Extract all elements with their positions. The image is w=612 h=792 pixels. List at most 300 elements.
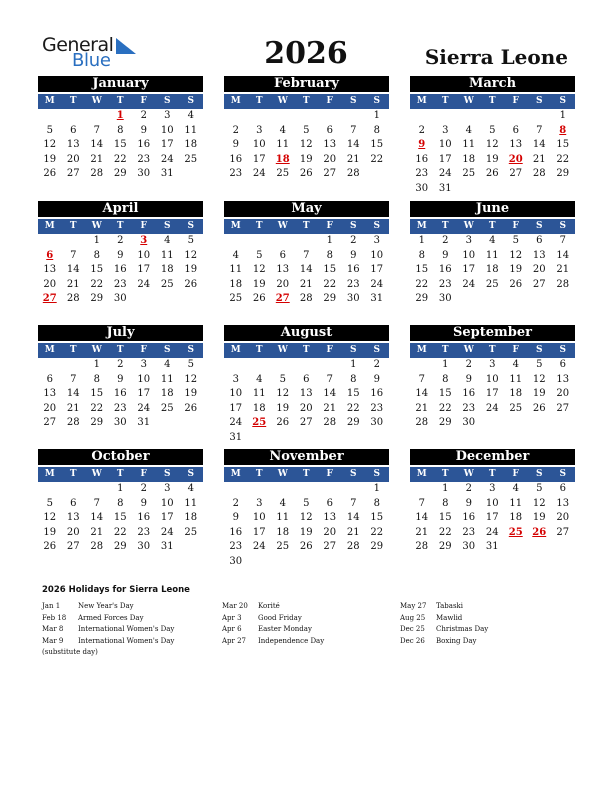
day-cell: 13 [532,249,546,261]
week-row [410,511,575,526]
month-title: August [224,325,389,341]
month-title: April [38,201,203,217]
day-cell: 11 [252,388,266,400]
month-january [38,76,203,182]
day-cell: 8 [350,373,357,385]
day-cell: 3 [140,359,147,370]
holiday-date: Apr 6 [222,625,242,633]
day-cell: 11 [184,124,198,136]
empty-day-cell [271,431,295,446]
weekday-label: W [91,469,102,479]
day-cell: 4 [256,373,263,385]
day-cell: 13 [299,388,313,400]
day-cell: 8 [326,249,333,261]
day-cell: 29 [113,168,127,180]
day-cell: 3 [164,110,171,121]
day-cell: 25 [160,402,174,414]
week-row [38,263,203,278]
day-cell: 29 [370,541,384,553]
day-cell: 20 [323,526,337,538]
day-cell: 13 [66,139,80,151]
holiday-item [400,636,570,648]
empty-day-cell [504,416,528,431]
day-cell: 8 [117,497,124,509]
week-row [224,249,389,264]
day-cell: 18 [509,512,523,524]
empty-day-cell [457,182,481,197]
weekday-label: S [164,96,171,106]
empty-day-cell [318,109,342,124]
day-cell: 24 [485,402,499,414]
empty-day-cell [179,416,203,431]
day-cell: 6 [536,235,543,246]
weekday-header [38,343,203,358]
empty-day-cell [481,109,505,124]
day-cell: 31 [229,431,243,443]
empty-day-cell [504,540,528,555]
month-march [410,76,575,197]
day-cell: 9 [232,512,239,524]
week-row [224,526,389,541]
day-cell: 22 [113,153,127,165]
weekday-label: M [44,469,55,479]
day-cell: 3 [489,483,496,494]
day-cell: 27 [556,526,570,538]
day-cell: 6 [70,124,77,136]
empty-day-cell [481,292,505,307]
day-cell: 16 [462,388,476,400]
week-row [38,138,203,153]
day-cell: 7 [326,373,333,385]
day-cell: 15 [346,388,360,400]
holidays-column [222,601,392,647]
day-cell: 14 [415,388,429,400]
weekday-label: T [302,469,310,479]
holiday-day-cell: 25 [252,417,267,429]
day-cell: 9 [442,249,449,261]
empty-day-cell [38,358,62,373]
day-cell: 8 [93,373,100,385]
weekday-label: S [536,96,543,106]
day-cell: 28 [415,541,429,553]
empty-day-cell [271,482,295,497]
day-cell: 29 [556,168,570,180]
day-cell: 6 [279,249,286,261]
day-cell: 10 [370,249,384,261]
day-cell: 3 [442,124,449,136]
day-cell: 21 [90,153,104,165]
empty-day-cell [62,358,86,373]
day-cell: 7 [93,497,100,509]
week-row [224,138,389,153]
weekday-label: F [512,221,519,231]
day-cell: 23 [113,402,127,414]
day-cell: 10 [252,139,266,151]
weekday-label: S [164,345,171,355]
header [0,0,612,72]
day-cell: 31 [137,417,151,429]
day-cell: 3 [256,124,263,136]
week-row [38,358,203,373]
country-title: Sierra Leone [424,45,568,69]
weekday-label: T [302,345,310,355]
week-row [410,167,575,182]
day-cell: 27 [532,278,546,290]
holiday-note: (substitute day) [42,648,98,656]
day-cell: 26 [276,417,290,429]
day-cell: 29 [113,541,127,553]
empty-day-cell [318,431,342,446]
empty-day-cell [132,292,156,307]
day-cell: 9 [140,497,147,509]
holiday-date: Dec 25 [400,625,425,633]
day-cell: 10 [462,249,476,261]
day-cell: 17 [485,388,499,400]
weekday-header [410,94,575,109]
month-july [38,325,203,431]
holiday-name: Christmas Day [436,625,489,633]
day-cell: 3 [256,497,263,509]
day-cell: 14 [346,512,360,524]
day-cell: 26 [184,402,198,414]
holiday-name: International Women's Day [78,636,175,645]
empty-day-cell [224,234,248,249]
day-cell: 28 [323,417,337,429]
day-cell: 10 [438,139,452,151]
holidays-section [42,585,582,656]
holiday-name: Armed Forces Day [78,613,144,622]
day-cell: 14 [299,264,313,276]
day-cell: 5 [303,497,310,509]
day-cell: 29 [438,541,452,553]
day-cell: 4 [279,124,286,136]
weekday-label: T [69,221,77,231]
empty-day-cell [62,234,86,249]
day-cell: 17 [370,264,384,276]
day-cell: 13 [43,388,57,400]
week-row [410,278,575,293]
empty-day-cell [248,431,272,446]
weekday-label: M [230,96,241,106]
empty-day-cell [481,182,505,197]
empty-day-cell [318,358,342,373]
day-cell: 22 [370,526,384,538]
empty-day-cell [156,292,180,307]
day-cell: 21 [90,526,104,538]
day-cell: 12 [43,139,57,151]
month-may [224,201,389,307]
day-cell: 20 [299,402,313,414]
day-cell: 1 [373,110,380,121]
weekday-label: S [187,469,194,479]
day-cell: 16 [137,139,151,151]
weekday-label: S [373,469,380,479]
day-cell: 14 [90,512,104,524]
weekday-label: S [373,221,380,231]
week-row [38,416,203,431]
holiday-name: Independence Day [258,636,325,645]
day-cell: 2 [117,359,124,370]
empty-day-cell [295,234,319,249]
day-cell: 7 [350,124,357,136]
day-cell: 4 [232,249,239,261]
weekday-header [224,467,389,482]
holidays-title: 2026 Holidays for Sierra Leone [42,585,190,595]
weekday-header [38,467,203,482]
day-cell: 12 [43,512,57,524]
empty-day-cell [179,540,203,555]
day-cell: 10 [160,124,174,136]
day-cell: 24 [160,153,174,165]
weekday-header [224,343,389,358]
weekday-header [410,467,575,482]
day-cell: 21 [415,402,429,414]
day-cell: 30 [438,293,452,305]
week-row [410,292,575,307]
empty-day-cell [551,292,575,307]
empty-day-cell [271,555,295,570]
empty-day-cell [481,416,505,431]
day-cell: 4 [512,483,519,494]
day-cell: 1 [326,235,333,246]
weekday-label: M [416,345,427,355]
empty-day-cell [365,167,389,182]
day-cell: 12 [276,388,290,400]
day-cell: 9 [373,373,380,385]
empty-day-cell [342,431,366,446]
week-row [38,292,203,307]
day-cell: 5 [187,235,194,246]
day-cell: 18 [160,388,174,400]
day-cell: 21 [66,402,80,414]
day-cell: 17 [462,264,476,276]
day-cell: 8 [373,124,380,136]
weekday-label: W [277,345,288,355]
day-cell: 27 [299,417,313,429]
day-cell: 25 [462,168,476,180]
day-cell: 7 [536,124,543,136]
day-cell: 28 [90,541,104,553]
day-cell: 26 [509,278,523,290]
holiday-date: Feb 18 [42,613,67,622]
week-row [224,278,389,293]
weekday-label: T [116,469,124,479]
week-row [38,373,203,388]
week-row [224,124,389,139]
weekday-header [410,343,575,358]
week-row [38,540,203,555]
day-cell: 20 [556,512,570,524]
day-cell: 5 [536,483,543,494]
day-cell: 10 [160,497,174,509]
day-cell: 6 [326,497,333,509]
day-cell: 13 [556,497,570,509]
empty-day-cell [248,109,272,124]
weekday-label: S [559,221,566,231]
logo-blue-text: Blue [72,50,111,71]
empty-day-cell [318,482,342,497]
day-cell: 18 [509,388,523,400]
year-title: 2026 [264,36,348,71]
weekday-label: T [488,345,496,355]
day-cell: 19 [184,264,198,276]
weekday-label: S [373,96,380,106]
day-cell: 25 [229,293,243,305]
week-row [410,249,575,264]
day-cell: 15 [323,264,337,276]
day-cell: 10 [137,249,151,261]
day-cell: 2 [232,497,239,509]
day-cell: 7 [303,249,310,261]
weekday-label: S [164,221,171,231]
day-cell: 23 [415,168,429,180]
day-cell: 11 [276,512,290,524]
holiday-item [400,601,570,613]
week-row [410,153,575,168]
day-cell: 26 [184,278,198,290]
day-cell: 7 [559,235,566,246]
weekday-label: M [44,96,55,106]
empty-day-cell [551,416,575,431]
weekday-label: W [277,469,288,479]
day-cell: 25 [160,278,174,290]
day-cell: 5 [536,359,543,370]
week-row [224,234,389,249]
weekday-label: W [277,96,288,106]
weekday-label: M [230,345,241,355]
day-cell: 15 [370,512,384,524]
empty-day-cell [528,540,552,555]
day-cell: 7 [350,497,357,509]
day-cell: 24 [252,168,266,180]
day-cell: 22 [556,153,570,165]
day-cell: 8 [442,497,449,509]
day-cell: 8 [418,249,425,261]
day-cell: 2 [117,235,124,246]
day-cell: 2 [350,235,357,246]
day-cell: 26 [252,293,266,305]
weekday-label: F [140,96,147,106]
day-cell: 23 [462,526,476,538]
empty-day-cell [295,482,319,497]
day-cell: 30 [229,555,243,567]
day-cell: 5 [489,124,496,136]
day-cell: 11 [160,373,174,385]
empty-day-cell [528,182,552,197]
day-cell: 4 [164,359,171,370]
empty-day-cell [528,292,552,307]
day-cell: 29 [90,293,104,305]
day-cell: 16 [229,153,243,165]
day-cell: 7 [418,497,425,509]
week-row [410,358,575,373]
day-cell: 19 [299,153,313,165]
day-cell: 19 [485,153,499,165]
day-cell: 27 [43,417,57,429]
day-cell: 1 [442,483,449,494]
month-title: February [224,76,389,92]
day-cell: 6 [512,124,519,136]
day-cell: 15 [438,512,452,524]
day-cell: 18 [462,153,476,165]
day-cell: 27 [556,402,570,414]
day-cell: 24 [137,278,151,290]
weekday-label: F [512,469,519,479]
holiday-day-cell: 8 [559,124,567,136]
weekday-label: W [463,96,474,106]
day-cell: 4 [489,235,496,246]
day-cell: 11 [485,249,499,261]
day-cell: 6 [559,359,566,370]
weekday-header [38,219,203,234]
day-cell: 27 [66,168,80,180]
week-row [410,124,575,139]
month-title: November [224,449,389,465]
logo-general-text: General [42,34,114,56]
week-row [410,482,575,497]
holiday-item [42,601,212,613]
weekday-header [224,94,389,109]
weekday-label: W [277,221,288,231]
day-cell: 18 [160,264,174,276]
day-cell: 17 [137,388,151,400]
holiday-day-cell: 27 [275,293,290,305]
day-cell: 15 [438,388,452,400]
day-cell: 1 [93,359,100,370]
empty-day-cell [38,234,62,249]
empty-day-cell [62,109,86,124]
empty-day-cell [342,482,366,497]
day-cell: 6 [559,483,566,494]
day-cell: 21 [532,153,546,165]
day-cell: 20 [66,526,80,538]
day-cell: 22 [370,153,384,165]
day-cell: 3 [465,235,472,246]
day-cell: 20 [276,278,290,290]
weekday-label: S [350,469,357,479]
day-cell: 28 [415,417,429,429]
weekday-label: T [255,469,263,479]
day-cell: 19 [252,278,266,290]
day-cell: 19 [532,512,546,524]
weekday-label: T [441,221,449,231]
week-row [38,497,203,512]
holiday-item [42,636,212,648]
holiday-name: Good Friday [258,613,302,622]
day-cell: 17 [160,139,174,151]
day-cell: 16 [462,512,476,524]
holiday-item [222,613,392,625]
weekday-label: S [187,345,194,355]
day-cell: 2 [465,359,472,370]
empty-day-cell [224,109,248,124]
day-cell: 1 [117,483,124,494]
day-cell: 13 [323,139,337,151]
day-cell: 16 [370,388,384,400]
month-title: July [38,325,203,341]
day-cell: 14 [556,249,570,261]
weekday-label: T [441,469,449,479]
empty-day-cell [271,109,295,124]
weekday-label: S [187,96,194,106]
holiday-date: Dec 26 [400,636,425,645]
holiday-date: May 27 [400,602,427,610]
day-cell: 15 [90,388,104,400]
day-cell: 13 [323,512,337,524]
weekday-label: F [140,221,147,231]
day-cell: 30 [415,182,429,194]
weekday-label: S [350,221,357,231]
